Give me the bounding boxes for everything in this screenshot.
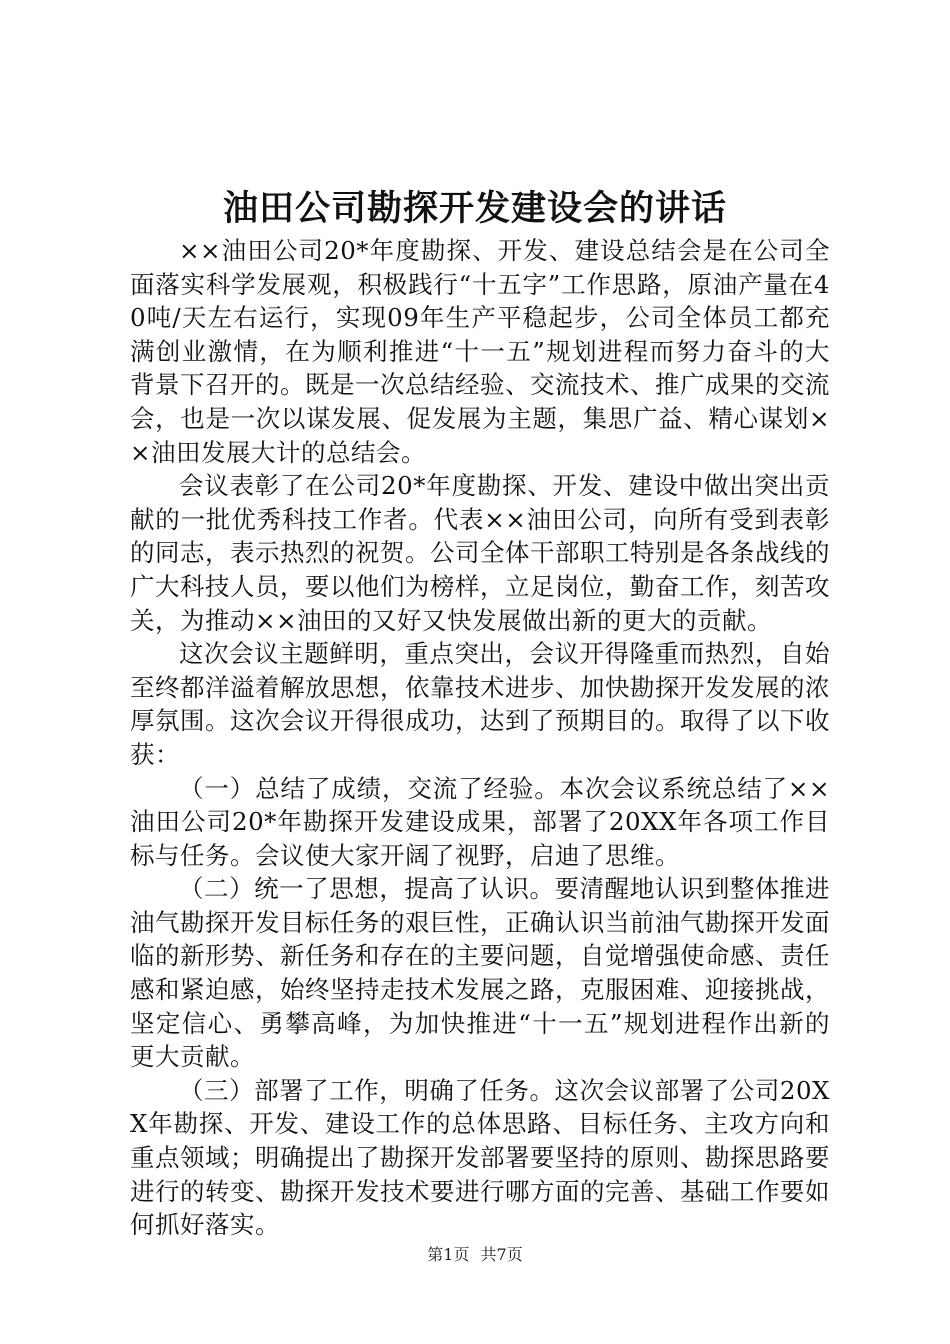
paragraph: （三）部署了工作，明确了任务。这次会议部署了公司20XX年勘探、开发、建设工作的总体思路、目标任务、主攻方向和重点领域；明确提出了勘探开发部署要坚持的原则、勘探思路要进行的转变、勘探开发技术要进行哪方面的完善、基础工作要如何抓好落实。 <box>130 1075 830 1240</box>
paragraph: ××油田公司20*年度勘探、开发、建设总结会是在公司全面落实科学发展观，积极践行“十五字”工作思路，原油产量在40吨/天左右运行，实现09年生产平稳起步，公司全体员工都充满创业激情，在为顺利推进“十一五”规划进程而努力奋斗的大背景下召开的。既是一次总结经验、交流技术、推广成果的交流会，也是一次以谋发展、促发展为主题，集思广益、精心谋划××油田发展大计的总结会。 <box>130 236 830 467</box>
page-number: 第1页 <box>427 1245 470 1264</box>
document-body <box>130 234 830 1242</box>
paragraph: 这次会议主题鲜明，重点突出，会议开得隆重而热烈，自始至终都洋溢着解放思想，依靠技术进步、加快勘探开发发展的浓厚氛围。这次会议开得很成功，达到了预期目的。取得了以下收获： <box>130 639 830 769</box>
page-total: 共7页 <box>480 1245 523 1264</box>
paragraph: （一）总结了成绩，交流了经验。本次会议系统总结了××油田公司20*年勘探开发建设成果，部署了20XX年各项工作目标与任务。会议使大家开阔了视野，启迪了思维。 <box>130 773 830 870</box>
page-footer <box>0 1244 950 1266</box>
paragraph: （二）统一了思想，提高了认识。要清醒地认识到整体推进油气勘探开发目标任务的艰巨性，正确认识当前油气勘探开发面临的新形势、新任务和存在的主要问题，自觉增强使命感、责任感和紧迫感，始终坚持走技术发展之路，克服困难、迎接挑战，坚定信心、勇攀高峰，为加快推进“十一五”规划进程作出新的更大贡献。 <box>130 874 830 1072</box>
document-title: 油田公司勘探开发建设会的讲话 <box>222 188 727 229</box>
paragraph: 会议表彰了在公司20*年度勘探、开发、建设中做出突出贡献的一批优秀科技工作者。代表××油田公司，向所有受到表彰的同志，表示热烈的祝贺。公司全体干部职工特别是各条战线的广大科技人员，要以他们为榜样，立足岗位，勤奋工作，刻苦攻关，为推动××油田的又好又快发展做出新的更大的贡献。 <box>130 471 830 635</box>
